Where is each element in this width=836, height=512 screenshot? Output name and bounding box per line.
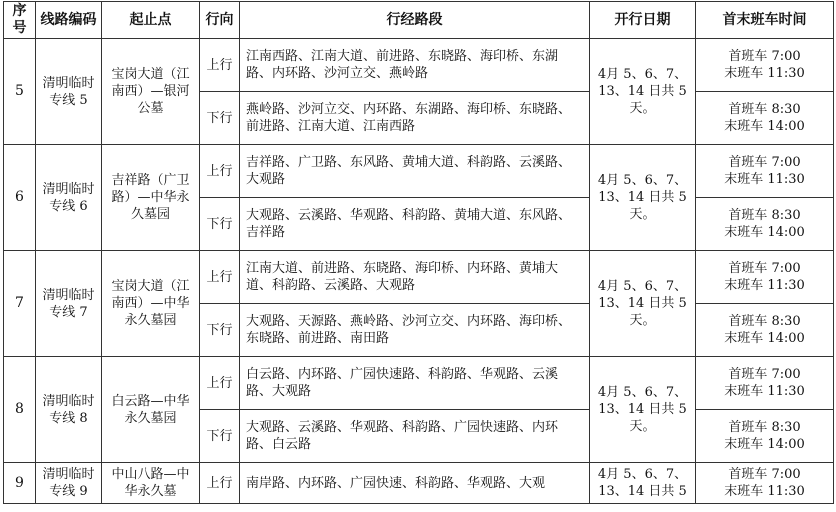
header-row (4, 2, 834, 39)
direction-cell: 上行 (200, 39, 240, 92)
time-cell (696, 198, 834, 251)
time-cell (696, 92, 834, 145)
col-header-endpoints: 起止点 (102, 2, 200, 39)
route-segments: 吉祥路、广卫路、东风路、黄埔大道、科韵路、云溪路、大观路 (240, 145, 590, 198)
first-bus-time: 首班车 8:30 (728, 314, 801, 329)
line-code: 清明临时专线 9 (36, 463, 102, 504)
route-endpoints: 宝岗大道（江南西）—银河公墓 (102, 39, 200, 145)
first-bus-time: 首班车 7:00 (728, 467, 801, 482)
time-cell (696, 410, 834, 463)
route-number: 5 (4, 39, 36, 145)
direction-cell: 下行 (200, 410, 240, 463)
service-dates: 4月 5、6、7、13、14 日共 5 (590, 463, 696, 504)
table-row (4, 145, 834, 198)
table-row (4, 357, 834, 410)
first-bus-time: 首班车 7:00 (728, 261, 801, 276)
line-code: 清明临时专线 5 (36, 39, 102, 145)
route-number: 6 (4, 145, 36, 251)
direction-cell: 上行 (200, 145, 240, 198)
table-row (4, 463, 834, 504)
direction-cell: 上行 (200, 463, 240, 504)
route-segments: 大观路、云溪路、华观路、科韵路、广园快速路、内环路、白云路 (240, 410, 590, 463)
service-dates: 4月 5、6、7、13、14 日共 5天。 (590, 251, 696, 357)
time-cell (696, 357, 834, 410)
service-dates: 4月 5、6、7、13、14 日共 5天。 (590, 39, 696, 145)
first-bus-time: 首班车 7:00 (728, 49, 801, 64)
col-header-times: 首末班车时间 (696, 2, 834, 39)
line-code: 清明临时专线 8 (36, 357, 102, 463)
direction-cell: 下行 (200, 92, 240, 145)
first-bus-time: 首班车 7:00 (728, 155, 801, 170)
table-row (4, 251, 834, 304)
first-bus-time: 首班车 7:00 (728, 367, 801, 382)
time-cell (696, 145, 834, 198)
col-header-route: 行经路段 (240, 2, 590, 39)
route-segments: 大观路、云溪路、华观路、科韵路、黄埔大道、东风路、吉祥路 (240, 198, 590, 251)
line-code: 清明临时专线 7 (36, 251, 102, 357)
service-dates: 4月 5、6、7、13、14 日共 5天。 (590, 145, 696, 251)
route-segments: 江南西路、江南大道、前进路、东晓路、海印桥、东湖路、内环路、沙河立交、燕岭路 (240, 39, 590, 92)
time-cell (696, 304, 834, 357)
route-segments: 白云路、内环路、广园快速路、科韵路、华观路、云溪路、大观路 (240, 357, 590, 410)
route-number: 7 (4, 251, 36, 357)
last-bus-time: 末班车 14:00 (724, 119, 805, 134)
route-segments: 燕岭路、沙河立交、内环路、东湖路、海印桥、东晓路、前进路、江南大道、江南西路 (240, 92, 590, 145)
service-dates: 4月 5、6、7、13、14 日共 5天。 (590, 357, 696, 463)
route-segments: 大观路、天源路、燕岭路、沙河立交、内环路、海印桥、东晓路、前进路、南田路 (240, 304, 590, 357)
route-endpoints: 吉祥路（广卫路）—中华永久墓园 (102, 145, 200, 251)
direction-cell: 上行 (200, 251, 240, 304)
route-segments: 南岸路、内环路、广园快速、科韵路、华观路、大观 (240, 463, 590, 504)
route-endpoints: 宝岗大道（江南西）—中华永久墓园 (102, 251, 200, 357)
direction-cell: 下行 (200, 304, 240, 357)
line-code: 清明临时专线 6 (36, 145, 102, 251)
route-segments: 江南大道、前进路、东晓路、海印桥、内环路、黄埔大道、科韵路、云溪路、大观路 (240, 251, 590, 304)
table-row (4, 39, 834, 92)
col-header-dates: 开行日期 (590, 2, 696, 39)
time-cell (696, 463, 834, 504)
last-bus-time: 末班车 11:30 (724, 484, 805, 499)
direction-cell: 上行 (200, 357, 240, 410)
first-bus-time: 首班车 8:30 (728, 102, 801, 117)
last-bus-time: 末班车 11:30 (724, 66, 805, 81)
route-number: 8 (4, 357, 36, 463)
col-header-direction: 行向 (200, 2, 240, 39)
route-endpoints: 白云路—中华永久墓园 (102, 357, 200, 463)
last-bus-time: 末班车 11:30 (724, 384, 805, 399)
schedule-table (3, 1, 834, 504)
first-bus-time: 首班车 8:30 (728, 208, 801, 223)
first-bus-time: 首班车 8:30 (728, 420, 801, 435)
time-cell (696, 251, 834, 304)
last-bus-time: 末班车 14:00 (724, 225, 805, 240)
last-bus-time: 末班车 11:30 (724, 172, 805, 187)
direction-cell: 下行 (200, 198, 240, 251)
last-bus-time: 末班车 14:00 (724, 331, 805, 346)
col-header-no: 序号 (4, 2, 36, 39)
time-cell (696, 39, 834, 92)
last-bus-time: 末班车 14:00 (724, 437, 805, 452)
col-header-line: 线路编码 (36, 2, 102, 39)
last-bus-time: 末班车 11:30 (724, 278, 805, 293)
route-endpoints: 中山八路—中华永久墓 (102, 463, 200, 504)
route-number: 9 (4, 463, 36, 504)
